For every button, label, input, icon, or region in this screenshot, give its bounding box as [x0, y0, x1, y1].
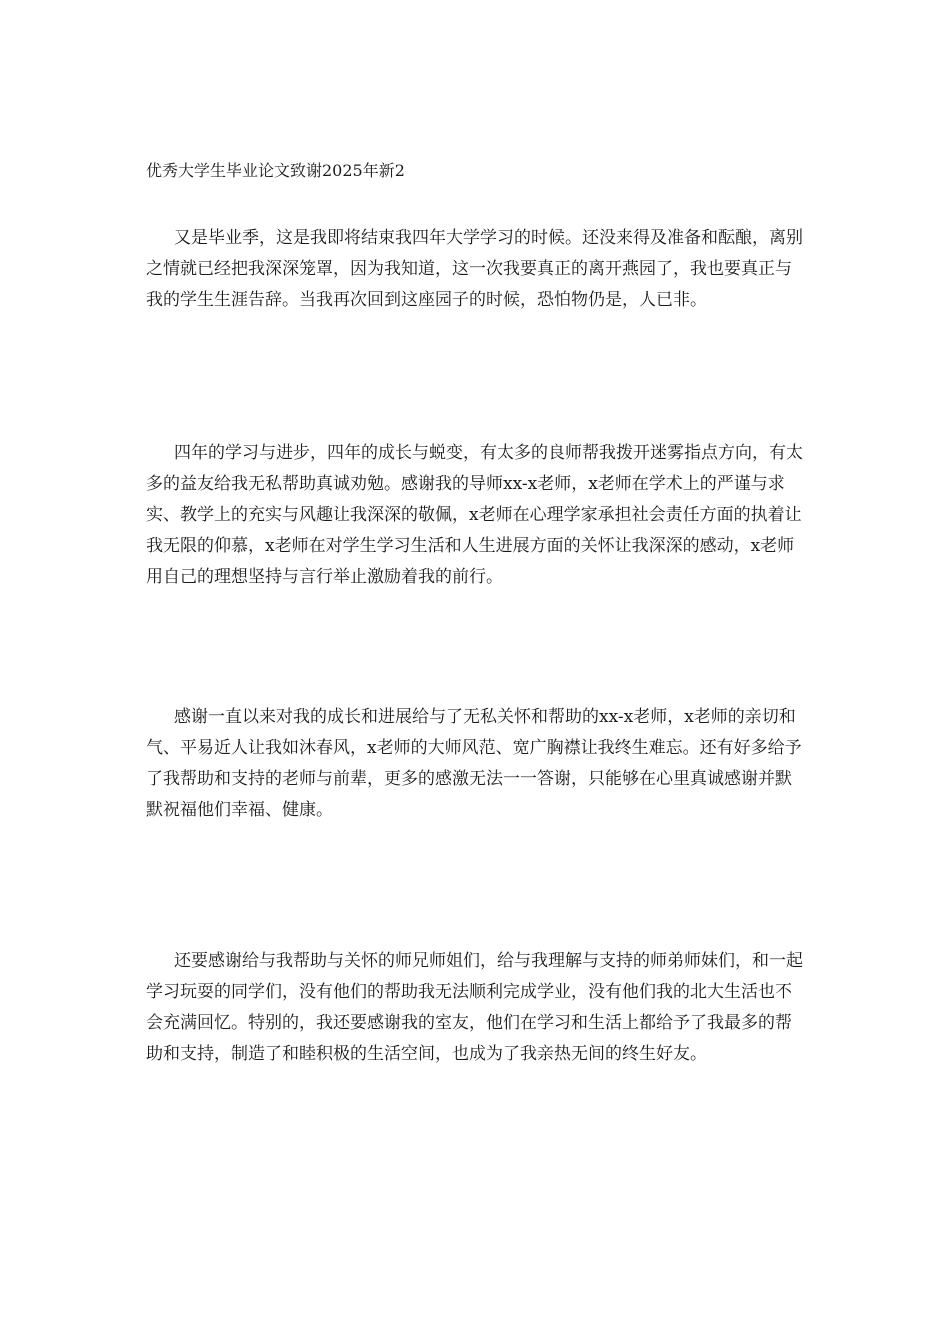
paragraph-1: 又是毕业季，这是我即将结束我四年大学学习的时候。还没来得及准备和酝酿，离别之情就已经把我深深笼罩，因为我知道，这一次我要真正的离开燕园了，我也要真正与我的学生生涯告辞。当我再次回到这座园子的时候，恐怕物仍是，人已非。: [146, 228, 803, 310]
document-title: 优秀大学生毕业论文致谢2025年新2: [146, 161, 405, 180]
paragraph-4: 还要感谢给与我帮助与关怀的师兄师姐们，给与我理解与支持的师弟师妹们，和一起学习玩耍的同学们，没有他们的帮助我无法顺利完成学业，没有他们我的北大生活也不会充满回忆。特别的，我还要感谢我的室友，他们在学习和生活上都给予了我最多的帮助和支持，制造了和睦积极的生活空间，也成为了我亲热无间的终生好友。: [146, 951, 803, 1064]
paragraph-3: 感谢一直以来对我的成长和进展给与了无私关怀和帮助的xx-x老师，x老师的亲切和气、平易近人让我如沐春风，x老师的大师风范、宽广胸襟让我终生难忘。还有好多给予了我帮助和支持的老师与前辈，更多的感激无法一一答谢，只能够在心里真诚感谢并默默祝福他们幸福、健康。: [146, 707, 802, 820]
paragraph-2: 四年的学习与进步，四年的成长与蜕变，有太多的良师帮我拨开迷雾指点方向，有太多的益友给我无私帮助真诚劝勉。感谢我的导师xx-x老师，x老师在学术上的严谨与求实、教学上的充实与风趣让我深深的敬佩，x老师在心理学家承担社会责任方面的执着让我无限的仰慕，x老师在对学生学习生活和人生进展方面的关怀让我深深的感动，x老师用自己的理想坚持与言行举止激励着我的前行。: [146, 443, 803, 587]
